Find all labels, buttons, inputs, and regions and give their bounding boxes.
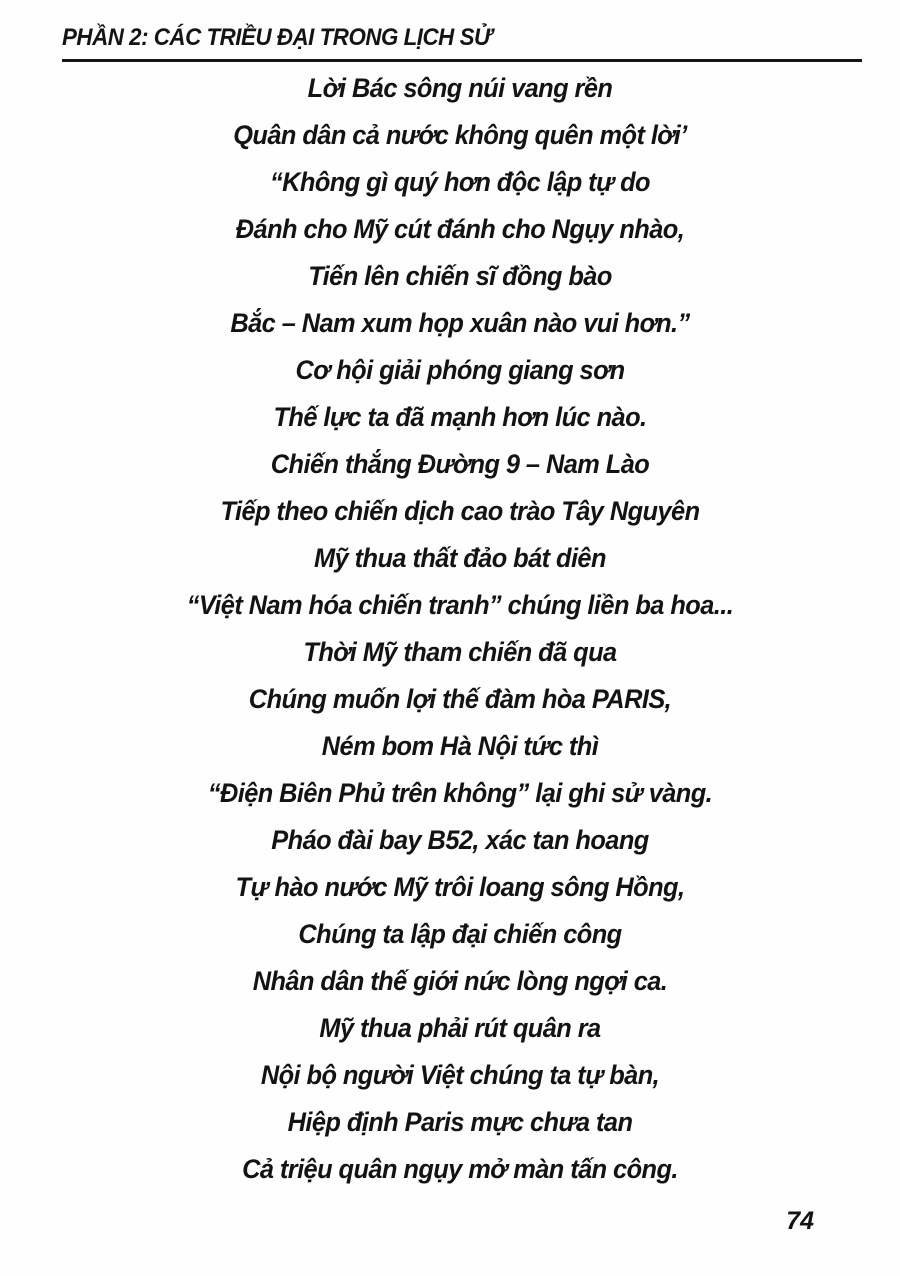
poem-line: Thời Mỹ tham chiến đã qua [303, 637, 617, 667]
poem-body [60, 65, 860, 1193]
poem-line: “Điện Biên Phủ trên không” lại ghi sử vàng. [207, 778, 713, 808]
poem-line: “Việt Nam hóa chiến tranh” chúng liền ba hoa... [186, 590, 734, 620]
poem-line: Nhân dân thế giới nức lòng ngợi ca. [252, 966, 668, 996]
poem-line: Tiếp theo chiến dịch cao trào Tây Nguyên [220, 496, 700, 526]
header-divider-rule [62, 59, 862, 62]
poem-line: Pháo đài bay B52, xác tan hoang [271, 825, 649, 855]
poem-line: Chúng muốn lợi thế đàm hòa PARIS, [248, 684, 672, 714]
poem-line: Đánh cho Mỹ cút đánh cho Ngụy nhào, [235, 214, 685, 244]
poem-line: Mỹ thua phải rút quân ra [319, 1013, 601, 1043]
poem-line: Thế lực ta đã mạnh hơn lúc nào. [273, 402, 647, 432]
poem-line: Quân dân cả nước không quên một lời’ [233, 120, 687, 150]
poem-line: Bắc – Nam xum họp xuân nào vui hơn.” [230, 308, 690, 338]
section-header-title: PHẦN 2: CÁC TRIỀU ĐẠI TRONG LỊCH SỬ [62, 24, 492, 51]
poem-line: Nội bộ người Việt chúng ta tự bàn, [260, 1060, 660, 1090]
poem-line: Mỹ thua thất đảo bát diên [314, 543, 606, 573]
poem-line: Chiến thắng Đường 9 – Nam Lào [270, 449, 650, 479]
page-number: 74 [786, 1207, 814, 1235]
poem-line: Ném bom Hà Nội tức thì [321, 731, 599, 761]
poem-line: Cơ hội giải phóng giang sơn [295, 355, 625, 385]
poem-line: Tự hào nước Mỹ trôi loang sông Hồng, [235, 872, 685, 902]
poem-line: Lời Bác sông núi vang rền [307, 73, 613, 103]
poem-line: Hiệp định Paris mực chưa tan [287, 1107, 633, 1137]
poem-line: Tiến lên chiến sĩ đồng bào [308, 261, 612, 291]
poem-line: Cả triệu quân ngụy mở màn tấn công. [242, 1154, 678, 1184]
poem-line: Chúng ta lập đại chiến công [298, 919, 622, 949]
poem-line: “Không gì quý hơn độc lập tự do [269, 167, 650, 197]
running-header [62, 20, 862, 62]
